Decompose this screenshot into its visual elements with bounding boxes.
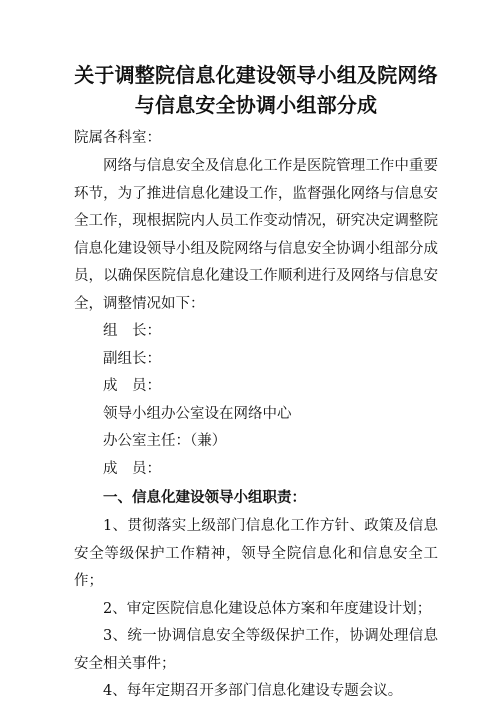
duty-item: 2、审定医院信息化建设总体方案和年度建设计划； — [103, 600, 432, 617]
salutation: 院属各科室： — [74, 130, 161, 146]
roster-office-director: 办公室主任：（兼） — [103, 433, 227, 449]
roster-members: 成 员： — [103, 378, 161, 394]
duty-item: 3、统一协调信息安全等级保护工作，协调处理信息安全相关事件； — [74, 628, 438, 672]
roster-leader: 组 长： — [103, 323, 161, 339]
document-title — [74, 0, 438, 120]
duties-list — [74, 513, 438, 706]
roster-office-location: 领导小组办公室设在网络中心 — [103, 405, 292, 422]
section-heading: 一、信息化建设领导小组职责： — [103, 490, 306, 506]
duty-item: 1、贯彻落实上级部门信息化工作方针、政策及信息安全等级保护工作精神，领导全院信息化和信息安全工作； — [74, 518, 438, 589]
roster-deputy-leader: 副组长： — [103, 350, 161, 367]
title-line-1: 关于调整院信息化建设领导小组及院网络 — [74, 63, 438, 87]
roster-office-members: 成 员： — [103, 460, 161, 477]
roster-list — [74, 318, 438, 483]
title-line-2: 与信息安全协调小组部分成 — [134, 93, 378, 117]
intro-paragraph: 网络与信息安全及信息化工作是医院管理工作中重要环节，为了推进信息化建设工作，监督强化网络与信息安全工作，现根据院内人员工作变动情况，研究决定调整院信息化建设领导小组及院网络与信息安全协调小组部分成员，以确保医院信息化建设工作顺利进行及网络与信息安全，调整情况如下： — [74, 158, 438, 312]
duty-item: 4、每年定期召开多部门信息化建设专题会议。 — [103, 683, 403, 699]
